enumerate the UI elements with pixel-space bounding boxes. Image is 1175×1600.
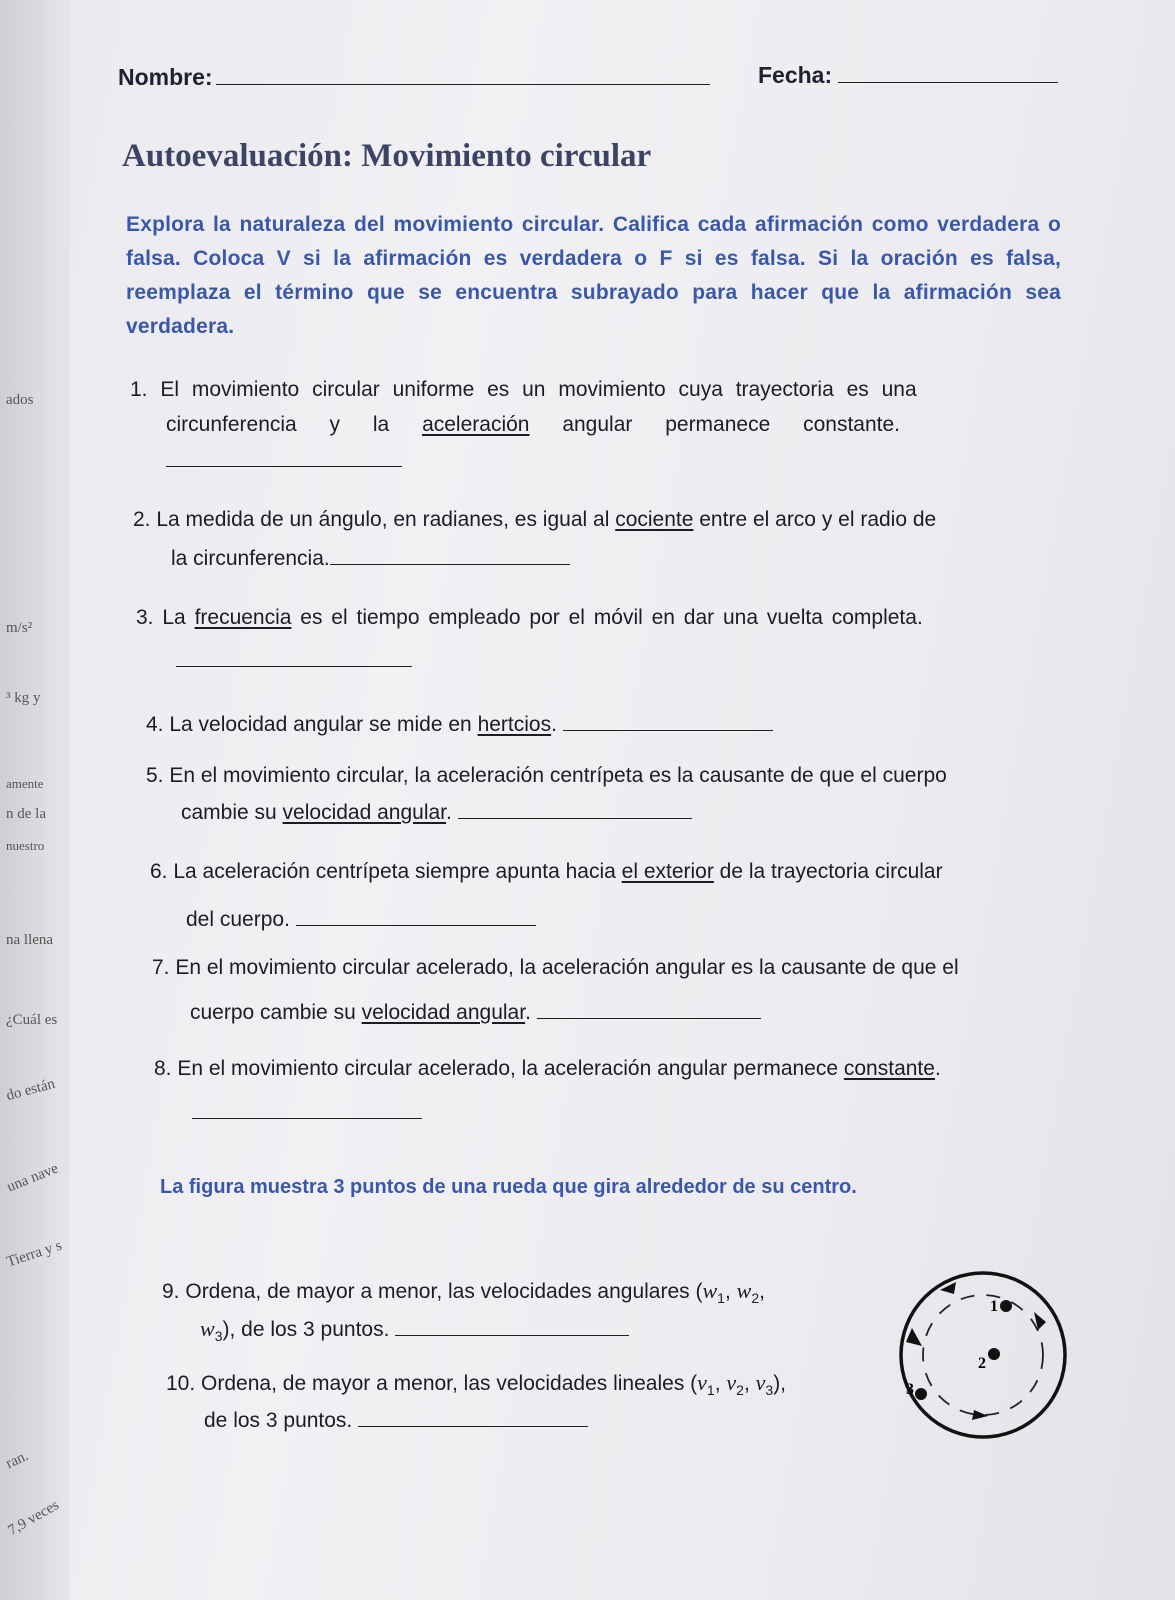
margin-fragment: nuestro bbox=[6, 838, 45, 853]
underlined-term: cociente bbox=[615, 508, 694, 531]
answer-blank-7[interactable] bbox=[537, 1000, 761, 1019]
page-title: Autoevaluación: Movimiento circular bbox=[122, 138, 652, 174]
question-8: 8. En el movimiento circular acelerado, la aceleración angular permanece constante. bbox=[154, 1057, 941, 1080]
margin-fragment: n de la bbox=[6, 806, 46, 822]
underlined-term: hertcios bbox=[477, 713, 552, 736]
underlined-term: el exterior bbox=[621, 860, 714, 883]
date-field[interactable] bbox=[838, 82, 1058, 83]
arrow-icon bbox=[906, 1328, 922, 1346]
question-6: 6. La aceleración centrípeta siempre apunta hacia el exterior de la trayectoria circular bbox=[150, 860, 943, 883]
point-2 bbox=[988, 1348, 1000, 1360]
margin-fragment: na llena bbox=[6, 932, 54, 948]
margin-fragment: Tierra y s bbox=[4, 1237, 64, 1271]
rotating-wheel-figure bbox=[888, 1270, 1078, 1440]
question-7-line2: cuerpo cambie su velocidad angular. bbox=[190, 1000, 761, 1025]
answer-blank-9[interactable] bbox=[395, 1317, 629, 1336]
arrow-icon bbox=[972, 1410, 988, 1420]
answer-blank-4[interactable] bbox=[563, 712, 773, 731]
margin-fragment: ran. bbox=[3, 1447, 32, 1473]
margin-fragment: ³ kg y bbox=[6, 690, 41, 706]
answer-blank-2[interactable] bbox=[330, 546, 570, 565]
instructions: Explora la naturaleza del movimiento circular. Califica cada afirmación como verdadera o falsa. Coloca V si la afirmación es verdadera o F si es falsa. Si la oración es falsa, reemplaza el término que se encuentra subrayado para hacer que la afirmación sea verdadera. bbox=[126, 213, 1061, 338]
underlined-term: velocidad angular bbox=[361, 1001, 526, 1024]
answer-blank-10[interactable] bbox=[358, 1408, 588, 1427]
margin-fragment: amente bbox=[6, 776, 44, 791]
margin-fragment: una nave bbox=[4, 1160, 61, 1196]
question-2: 2. La medida de un ángulo, en radianes, es igual al cociente entre el arco y el radio de bbox=[133, 508, 937, 531]
point-2-label: 2 bbox=[978, 1355, 986, 1372]
question-4: 4. La velocidad angular se mide en hertcios. bbox=[146, 712, 773, 737]
previous-page-edge bbox=[0, 0, 70, 1600]
underlined-term: aceleración bbox=[422, 413, 530, 436]
name-label: Nombre: bbox=[118, 64, 213, 90]
margin-fragment: ados bbox=[6, 392, 34, 408]
question-1: 1. El movimiento circular uniforme es un movimiento cuya trayectoria es una bbox=[130, 378, 917, 401]
point-1 bbox=[1000, 1300, 1012, 1312]
point-3 bbox=[915, 1388, 927, 1400]
underlined-term: constante bbox=[843, 1057, 935, 1080]
answer-blank-5[interactable] bbox=[458, 800, 692, 819]
question-9: 9. Ordena, de mayor a menor, las velocidades angulares ($w_1$, $w_2$, bbox=[162, 1278, 765, 1307]
question-5: 5. En el movimiento circular, la aceleración centrípeta es la causante de que el cuerpo bbox=[146, 764, 947, 787]
margin-fragment: 7,9 veces bbox=[5, 1497, 62, 1539]
question-9-line2: $w_3$), de los 3 puntos. bbox=[200, 1316, 629, 1344]
answer-blank-3[interactable] bbox=[176, 666, 412, 667]
answer-blank-1[interactable] bbox=[166, 466, 402, 467]
name-field[interactable] bbox=[216, 84, 710, 85]
answer-blank-6[interactable] bbox=[296, 907, 536, 926]
margin-fragment: m/s² bbox=[6, 620, 33, 636]
question-10: 10. Ordena, de mayor a menor, las velocidades lineales ($v_1$, $v_2$, $v_3$), bbox=[166, 1370, 787, 1399]
point-3-label: 3 bbox=[906, 1381, 914, 1398]
margin-fragment: do están bbox=[4, 1075, 57, 1105]
underlined-term: velocidad angular bbox=[282, 801, 447, 824]
question-1-line2: circunferencia y la aceleración angular permanece constante. bbox=[166, 413, 901, 436]
underlined-term: frecuencia bbox=[194, 606, 292, 629]
question-5-line2: cambie su velocidad angular. bbox=[181, 800, 692, 825]
question-2-line2: la circunferencia. bbox=[171, 546, 570, 571]
question-10-line2: de los 3 puntos. bbox=[204, 1408, 588, 1433]
question-6-line2: del cuerpo. bbox=[186, 907, 536, 932]
point-1-label: 1 bbox=[990, 1298, 998, 1315]
answer-blank-8[interactable] bbox=[192, 1118, 422, 1119]
question-7: 7. En el movimiento circular acelerado, la aceleración angular es la causante de que el bbox=[152, 956, 959, 979]
question-3: 3. La frecuencia es el tiempo empleado por el móvil en dar una vuelta completa. bbox=[136, 606, 923, 629]
figure-caption: La figura muestra 3 puntos de una rueda que gira alrededor de su centro. bbox=[160, 1176, 857, 1198]
date-label: Fecha: bbox=[758, 62, 833, 88]
margin-fragment: ¿Cuál es bbox=[6, 1012, 58, 1028]
